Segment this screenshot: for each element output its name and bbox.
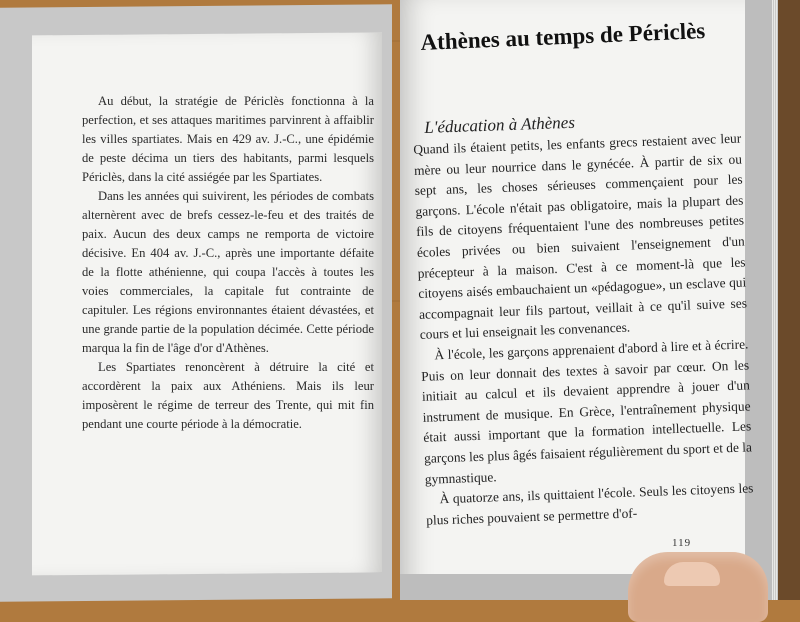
right-page-text bbox=[413, 129, 754, 531]
right-paragraph: À l'école, les garçons apprenaient d'abord à lire et à écrire. Puis on leur donnait des textes à savoir par cœur. On les initiait au calcul et ils devaient apprendre à jouer d'un instrument de musique. En Grèce, l'entraînement physique était aussi important que la formation intellectuelle. Les garçons les plus âgés faisaient régulièrement du sport et de la gymnastique. bbox=[420, 336, 753, 487]
page-number: 119 bbox=[672, 537, 692, 549]
right-paragraph: À quatorze ans, ils quittaient l'école. Seuls les citoyens les plus riches pouvaient se permettre d'of- bbox=[426, 480, 754, 528]
right-paragraph: Quand ils étaient petits, les enfants grecs restaient avec leur mère ou leur nourrice dans le gynécée. À partir de six ou sept ans, les choses sérieuses commençaient pour les garçons. L'école n'était pas obligatoire, mais la plupart des fils de citoyens fréquentaient l'une des nombreuses petites écoles privées ou bien suivaient l'enseignement d'un précepteur à la maison. C'est à ce moment-là que les citoyens aisés embauchaient un «pédagogue», un esclave qui accompagnait leur fils partout, veillait à ce qu'il suive ses cours et lui enseignait les convenances. bbox=[413, 130, 748, 343]
section-subtitle: L'éducation à Athènes bbox=[424, 112, 576, 137]
thumbnail bbox=[664, 562, 720, 586]
left-paragraph: Les Spartiates renoncèrent à détruire la cité et accordèrent la paix aux Athéniens. Mais ils leur imposèrent le régime de terreur des Trente, qui mit fin pendant une courte période à la démocratie. bbox=[82, 360, 374, 431]
left-page-text bbox=[82, 92, 374, 434]
left-paragraph: Dans les années qui suivirent, les périodes de combats alternèrent avec de brefs cessez-le-feu et des traités de paix. Aucun des deux camps ne remporta de victoire décisive. En 404 av. J.-C., après une importante défaite de la flotte athénienne, qui coupa l'accès à toutes les voies commerciales, la capitale fut contrainte de capituler. Les régions environnantes étaient dévastées, et une grande partie de la population décimée. Cette période marqua la fin de l'âge d'or d'Athènes. bbox=[82, 189, 374, 355]
chapter-title: Athènes au temps de Périclès bbox=[420, 18, 706, 55]
left-paragraph: Au début, la stratégie de Périclès fonctionna à la perfection, et ses attaques maritimes parvinrent à affaiblir les villes spartiates. Mais en 429 av. J.-C., une épidémie de peste décima un tiers des habitants, parmi lesquels Périclès, dans la cité assiégée par les Spartiates. bbox=[82, 94, 374, 184]
table-edge bbox=[778, 0, 800, 600]
